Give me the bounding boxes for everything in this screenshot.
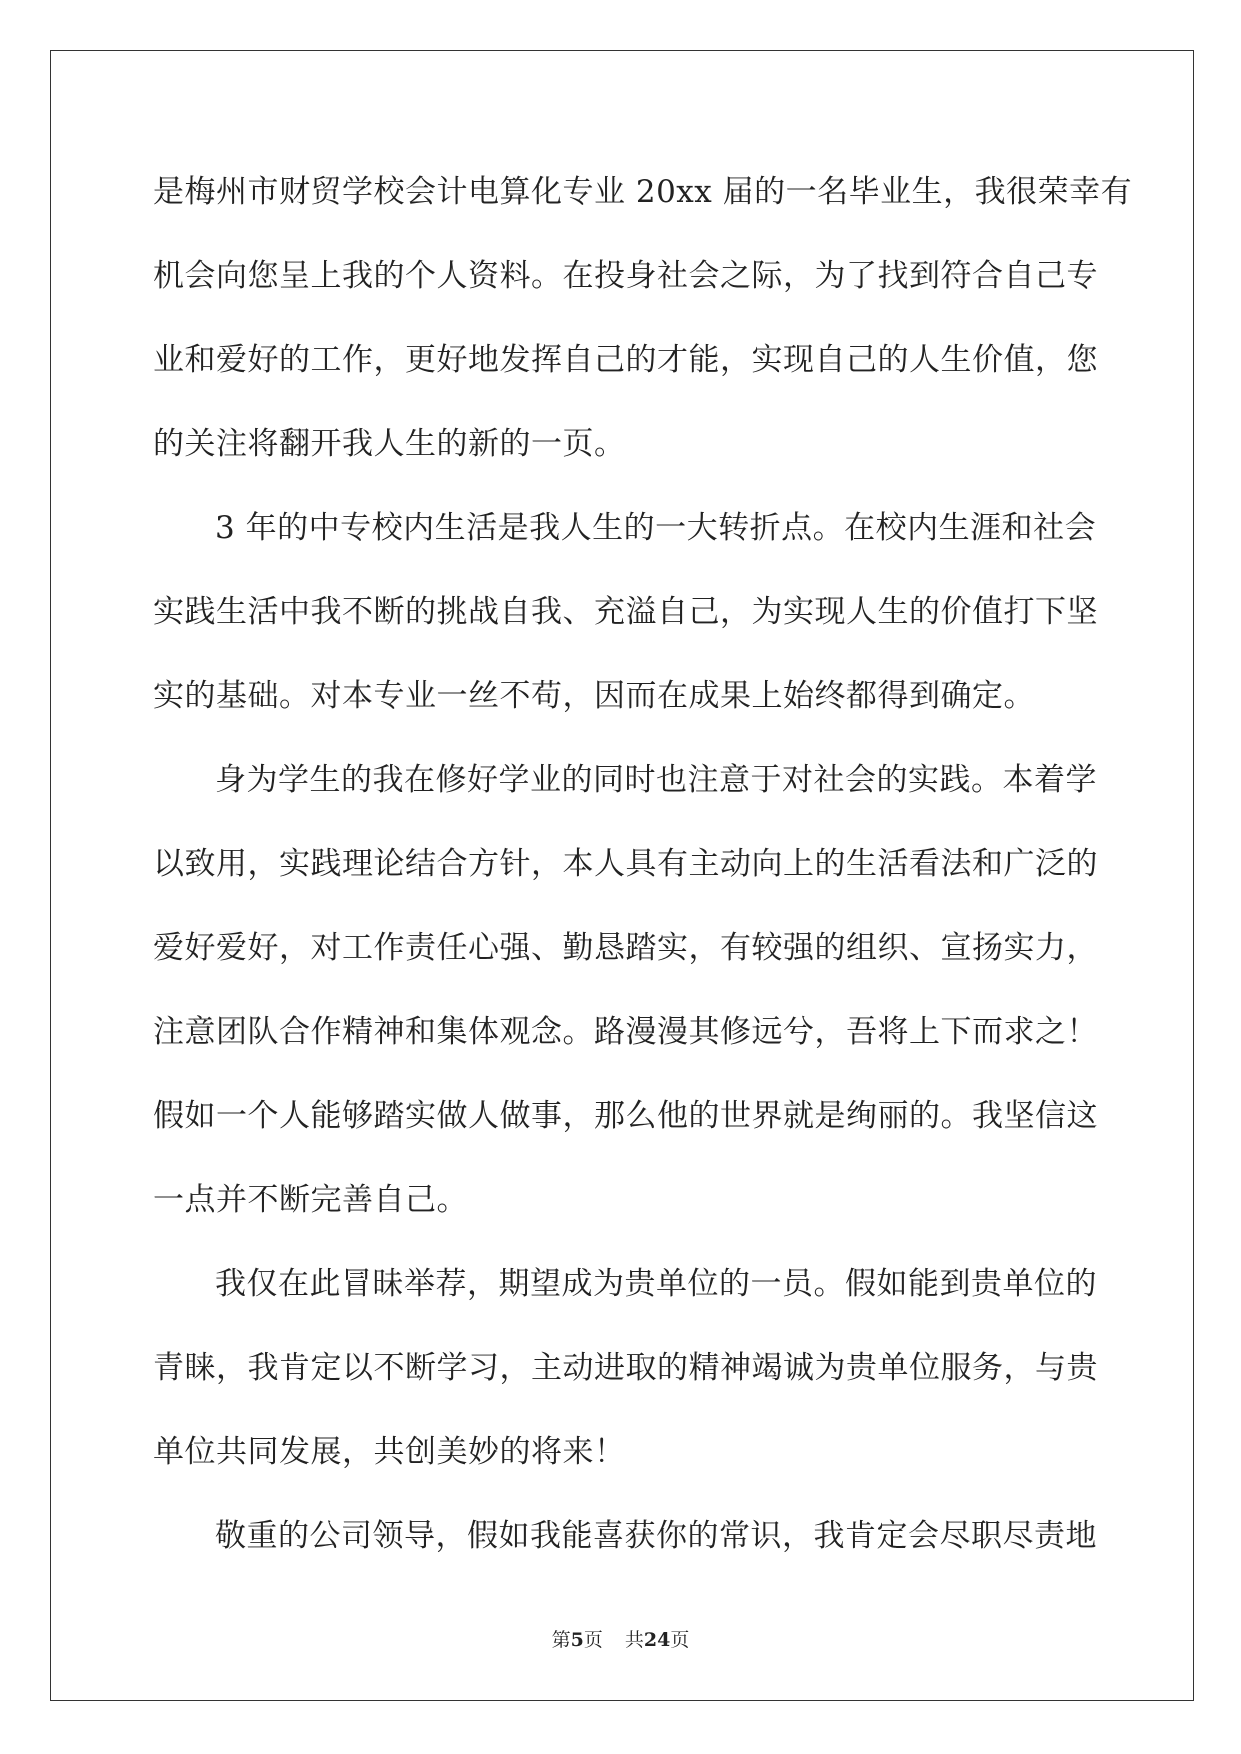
text-line: 实践生活中我不断的挑战自我、充溢自己，为实现人生的价值打下坚 bbox=[153, 594, 1098, 630]
text-line: 注意团队合作精神和集体观念。路漫漫其修远兮，吾将上下而求之！ bbox=[153, 1014, 1098, 1050]
text-line: 机会向您呈上我的个人资料。在投身社会之际，为了找到符合自己专 bbox=[153, 258, 1098, 294]
text-line: 青睐，我肯定以不断学习，主动进取的精神竭诚为贵单位服务，与贵 bbox=[153, 1350, 1098, 1386]
text-line: 以致用，实践理论结合方针，本人具有主动向上的生活看法和广泛的 bbox=[153, 846, 1098, 882]
text-line: 爱好爱好，对工作责任心强、勤恳踏实，有较强的组织、宣扬实力， bbox=[153, 930, 1098, 966]
page-suffix: 页 bbox=[583, 1629, 603, 1651]
text-line: 业和爱好的工作，更好地发挥自己的才能，实现自己的人生价值，您 bbox=[153, 342, 1098, 378]
text-line: 的关注将翻开我人生的新的一页。 bbox=[153, 426, 626, 462]
paragraph-first-line: 我仅在此冒昧举荐，期望成为贵单位的一员。假如能到贵单位的 bbox=[215, 1266, 1097, 1302]
text-line: 是梅州市财贸学校会计电算化专业 20xx 届的一名毕业生，我很荣幸有 bbox=[153, 174, 1133, 210]
text-line: 单位共同发展，共创美妙的将来！ bbox=[153, 1434, 626, 1470]
paragraph-first-line: 身为学生的我在修好学业的同时也注意于对社会的实践。本着学 bbox=[215, 762, 1097, 798]
page-number: 5 bbox=[570, 1629, 584, 1651]
paragraph-first-line: 敬重的公司领导，假如我能喜获你的常识，我肯定会尽职尽责地 bbox=[215, 1518, 1097, 1554]
text-line: 假如一个人能够踏实做人做事，那么他的世界就是绚丽的。我坚信这 bbox=[153, 1098, 1098, 1134]
page-prefix: 第 bbox=[551, 1629, 571, 1651]
paragraph-first-line: 3 年的中专校内生活是我人生的一大转折点。在校内生涯和社会 bbox=[215, 510, 1097, 546]
total-prefix: 共 bbox=[624, 1629, 644, 1651]
total-pages: 24 bbox=[643, 1629, 671, 1651]
total-suffix: 页 bbox=[670, 1629, 690, 1651]
text-line: 实的基础。对本专业一丝不苟，因而在成果上始终都得到确定。 bbox=[153, 678, 1035, 714]
document-body bbox=[153, 160, 1133, 1588]
page-footer bbox=[0, 1625, 1241, 1652]
text-line: 一点并不断完善自己。 bbox=[153, 1182, 468, 1218]
